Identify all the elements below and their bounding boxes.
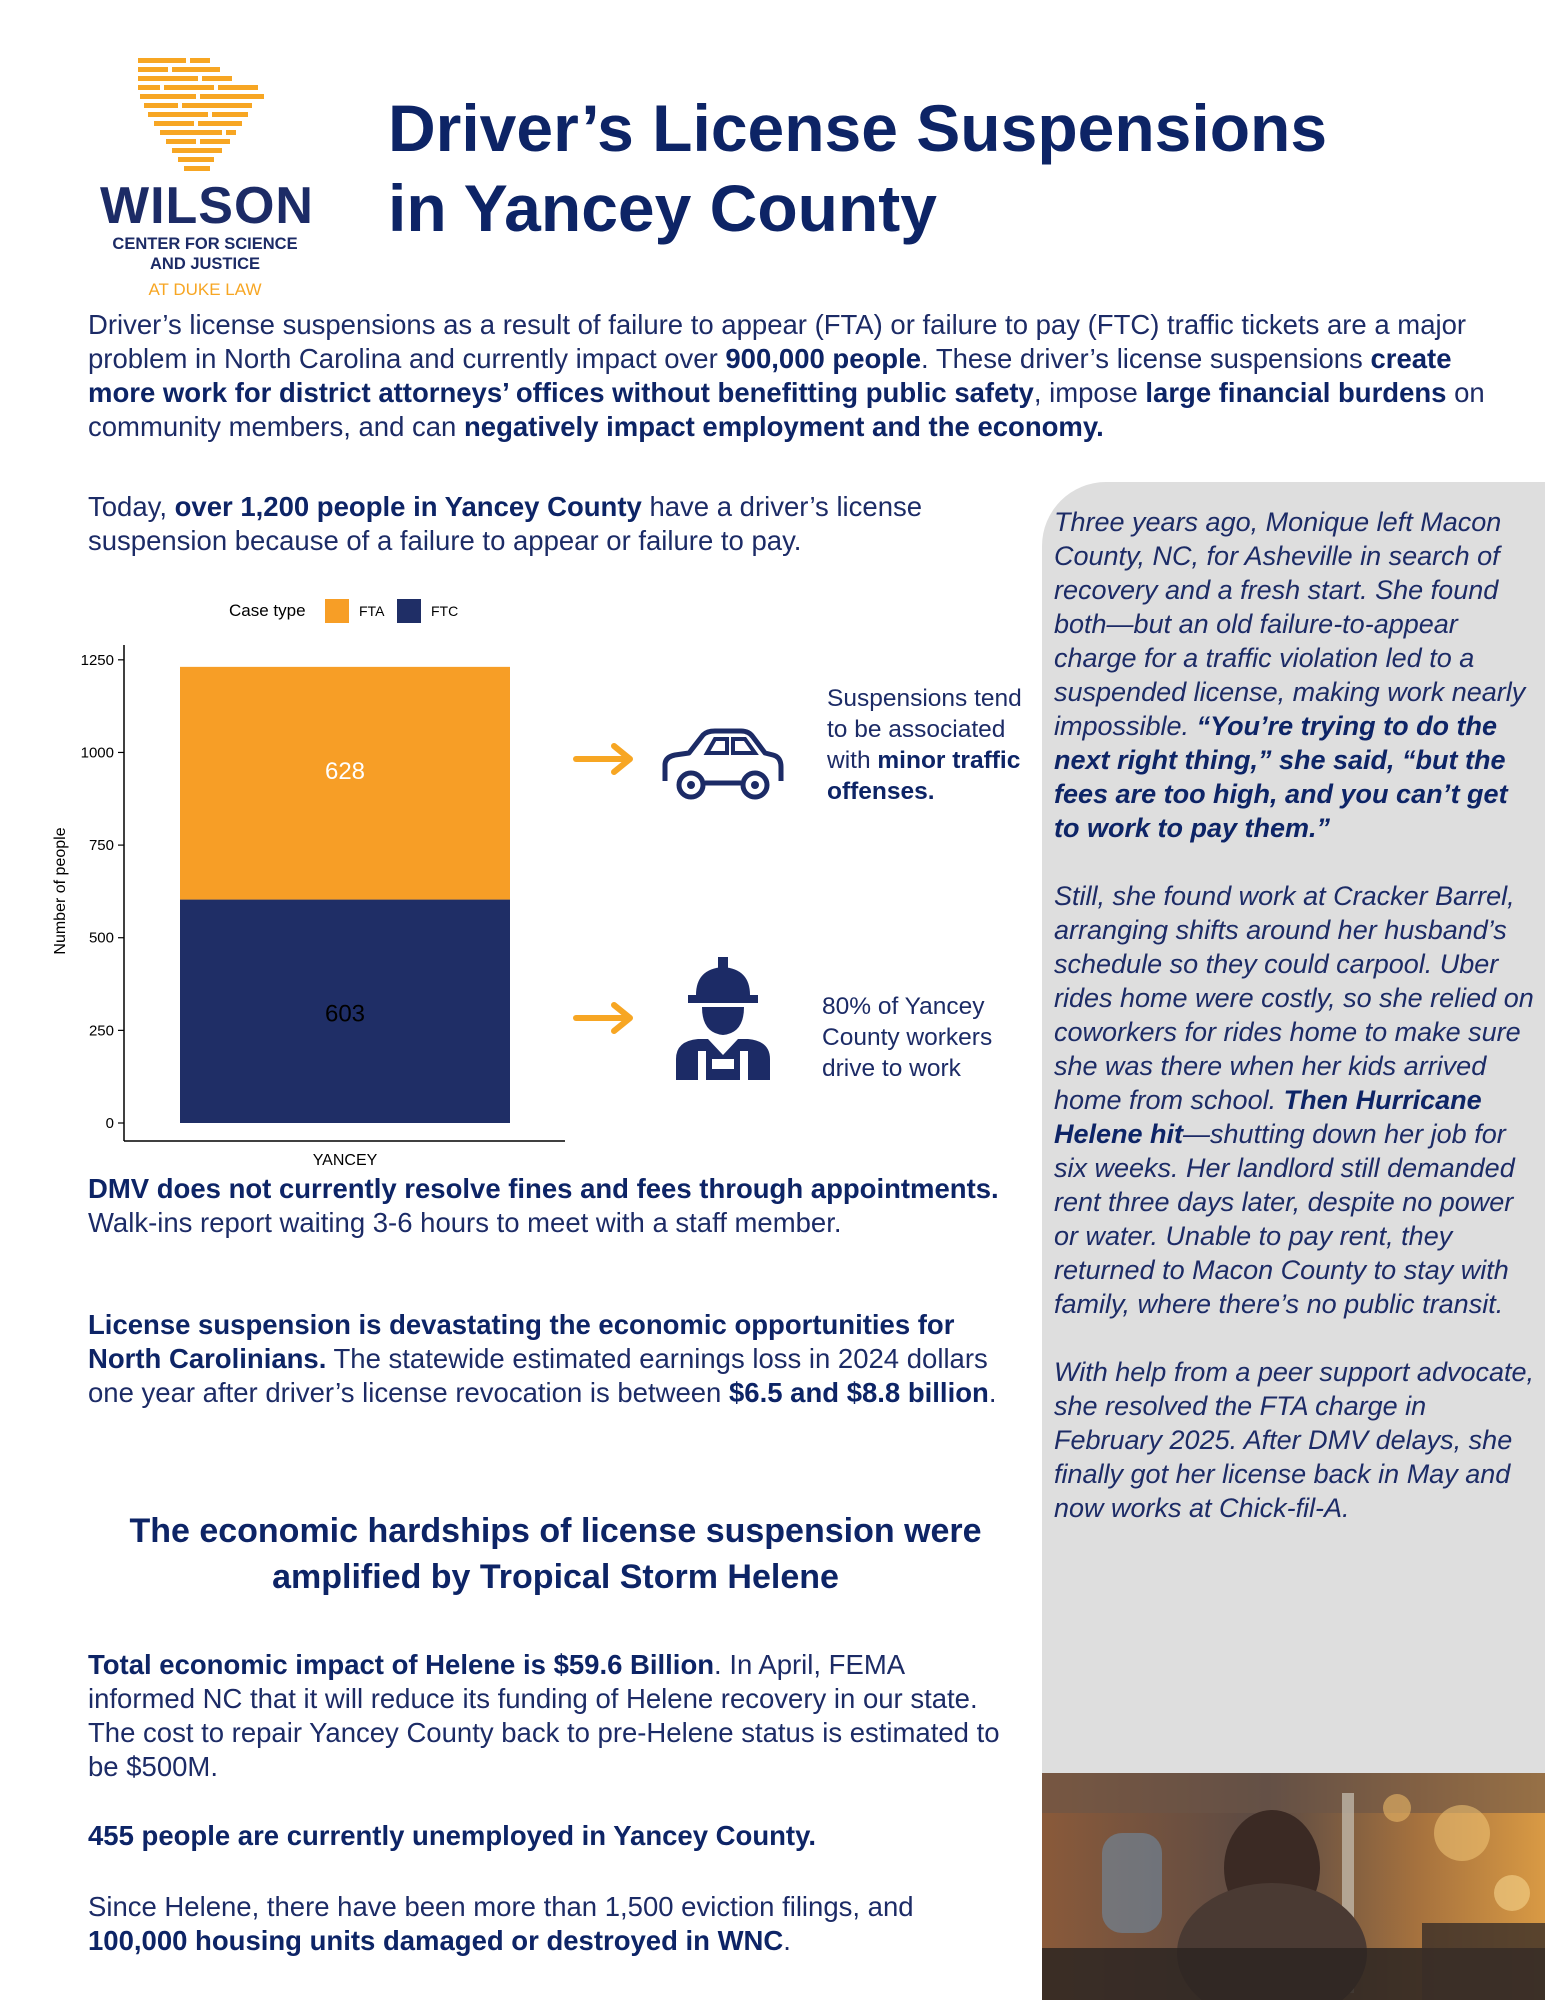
today-text: Today, <box>88 491 175 522</box>
logo-subtitle-line1: CENTER FOR SCIENCE <box>112 235 298 253</box>
story-paragraph-2 <box>1054 879 1534 1321</box>
bar-data-label-fta: 628 <box>324 757 366 785</box>
story-paragraph-1 <box>1054 505 1534 845</box>
unemployment-paragraph <box>88 1819 1018 1853</box>
y-tick-label: 1000 <box>80 744 114 762</box>
economic-paragraph <box>88 1308 1018 1410</box>
dmv-bold: DMV does not currently resolve fines and fees through appointments. <box>88 1173 999 1204</box>
economic-bold: License suspension is devastating the economic opportunities for North Carolinians. <box>88 1309 955 1374</box>
suspensions-chart <box>40 585 580 1170</box>
helene-heading: The economic hardships of license suspension were amplified by Tropical Storm Helene <box>129 1512 982 1596</box>
story-text-span: —shutting down her job for six weeks. Her landlord still demanded rent three days later, despite no power or water. Unable to pay rent, they returned to Macon County to stay with family, where there’s no public transit. <box>1054 1119 1515 1319</box>
construction-worker-icon <box>668 955 778 1080</box>
today-text: have a driver’s license suspension because of a failure to appear or failure to pay. <box>88 491 923 556</box>
note-bold: minor traffic offenses. <box>827 747 1021 805</box>
intro-bold: negatively impact employment and the economy. <box>463 411 1104 442</box>
eviction-text: . <box>783 1925 791 1956</box>
arrow-right-icon <box>572 742 637 776</box>
unemployment-bold: 455 people are currently unemployed in Yancey County. <box>88 1820 816 1851</box>
legend-swatch-ftc <box>397 599 421 623</box>
dmv-text: Walk-ins report waiting 3-6 hours to meet with a staff member. <box>88 1207 842 1238</box>
intro-bold: large financial burdens <box>1145 377 1447 408</box>
intro-text: . These driver’s license suspensions <box>921 343 1371 374</box>
wilson-center-logo <box>100 58 314 303</box>
bus-rider-image <box>1042 1773 1545 2000</box>
chart-legend-title: Case type <box>229 601 306 620</box>
note-minor-offenses <box>827 683 1027 807</box>
story-quote: “You’re trying to do the next right thing,” she said, “but the fees are too high, and you can’t get to work to pay them.” <box>1054 711 1508 843</box>
story-text-span: Still, she found work at Cracker Barrel, arranging shifts around her husband’s schedule so they could carpool. Uber rides home were costly, so she relied on coworkers for rides home to make sure she was there when her kids arrived home from school. <box>1054 881 1534 1115</box>
story-text <box>1054 505 1534 1559</box>
helene-bold: Total economic impact of Helene is $59.6 Billion <box>88 1649 715 1680</box>
logo-subtitle-line2: AND JUSTICE <box>149 255 260 273</box>
note-workers-drive: 80% of Yancey County workers drive to work <box>822 993 993 1082</box>
legend-swatch-fta <box>325 599 349 623</box>
y-axis-ticks <box>81 652 124 1132</box>
bar-data-label-ftc: 603 <box>324 1000 366 1028</box>
x-tick-label-yancey: YANCEY <box>312 1152 378 1169</box>
today-bold: over 1,200 people in Yancey County <box>174 491 642 522</box>
y-tick-label: 500 <box>88 929 114 947</box>
y-tick-label: 750 <box>88 837 114 855</box>
story-text-span: Three years ago, Monique left Macon County, NC, for Asheville in search of recovery and a fresh start. She found both—but an old failure-to-appear charge for a traffic violation led to a suspended license, making work nearly impossible. <box>1054 507 1526 741</box>
logo-wordmark: WILSON <box>100 177 314 235</box>
y-axis-label: Number of people <box>52 827 69 955</box>
intro-text: Driver’s license suspensions as a result of failure to appear (FTA) or failure to pay (FTC) traffic tickets are a major problem in North Carolina and currently impact over <box>88 309 1467 374</box>
economic-text: The statewide estimated earnings loss in 2024 dollars one year after driver’s license revocation is between <box>88 1343 988 1408</box>
y-tick-label: 0 <box>105 1115 114 1132</box>
eviction-text: Since Helene, there have been more than 1,500 eviction filings, and <box>88 1891 914 1922</box>
eviction-paragraph <box>88 1890 1018 1958</box>
bus-rider-photo <box>1042 1773 1545 2000</box>
page-title <box>388 88 1327 248</box>
intro-text: on community members, and can <box>88 377 1485 442</box>
arrow-right-icon <box>572 1001 637 1035</box>
note-text: Suspensions tend to be associated with <box>827 685 1022 774</box>
intro-paragraph <box>88 308 1498 444</box>
helene-impact-paragraph <box>88 1648 1018 1784</box>
logo-subtitle <box>100 234 310 274</box>
story-paragraph-3 <box>1054 1355 1534 1525</box>
economic-bold: $6.5 and $8.8 billion <box>729 1377 989 1408</box>
intro-text: , impose <box>1033 377 1146 408</box>
story-bold: Then Hurricane Helene hit <box>1054 1085 1482 1149</box>
helene-text: . In April, FEMA informed NC that it will reduce its funding of Helene recovery in our state. The cost to repair Yancey County back to pre-Helene status is estimated to be $500M. <box>88 1649 1000 1782</box>
eviction-bold: 100,000 housing units damaged or destroyed in WNC <box>88 1925 784 1956</box>
intro-bold: create more work for district attorneys’ offices without benefitting public safety <box>88 343 1452 408</box>
page-title-line2: in Yancey County <box>388 171 937 245</box>
legend-label-ftc: FTC <box>431 603 459 619</box>
economic-text: . <box>988 1377 997 1408</box>
y-tick-label: 1250 <box>80 651 114 669</box>
logo-mark-icon <box>138 58 268 178</box>
legend-label-fta: FTA <box>359 603 385 619</box>
story-text-span: With help from a peer support advocate, she resolved the FTA charge in February 2025. After DMV delays, she finally got her license back in May and now works at Chick-fil-A. <box>1054 1357 1535 1523</box>
logo-subtitle-duke: AT DUKE LAW <box>148 280 262 299</box>
y-tick-label: 250 <box>88 1022 114 1040</box>
dmv-paragraph <box>88 1172 1018 1240</box>
intro-bold: 900,000 people <box>725 343 922 374</box>
chart-bars <box>180 667 510 1123</box>
today-paragraph <box>88 490 1018 558</box>
car-icon <box>655 725 790 805</box>
page-title-line1: Driver’s License Suspensions <box>388 91 1328 165</box>
